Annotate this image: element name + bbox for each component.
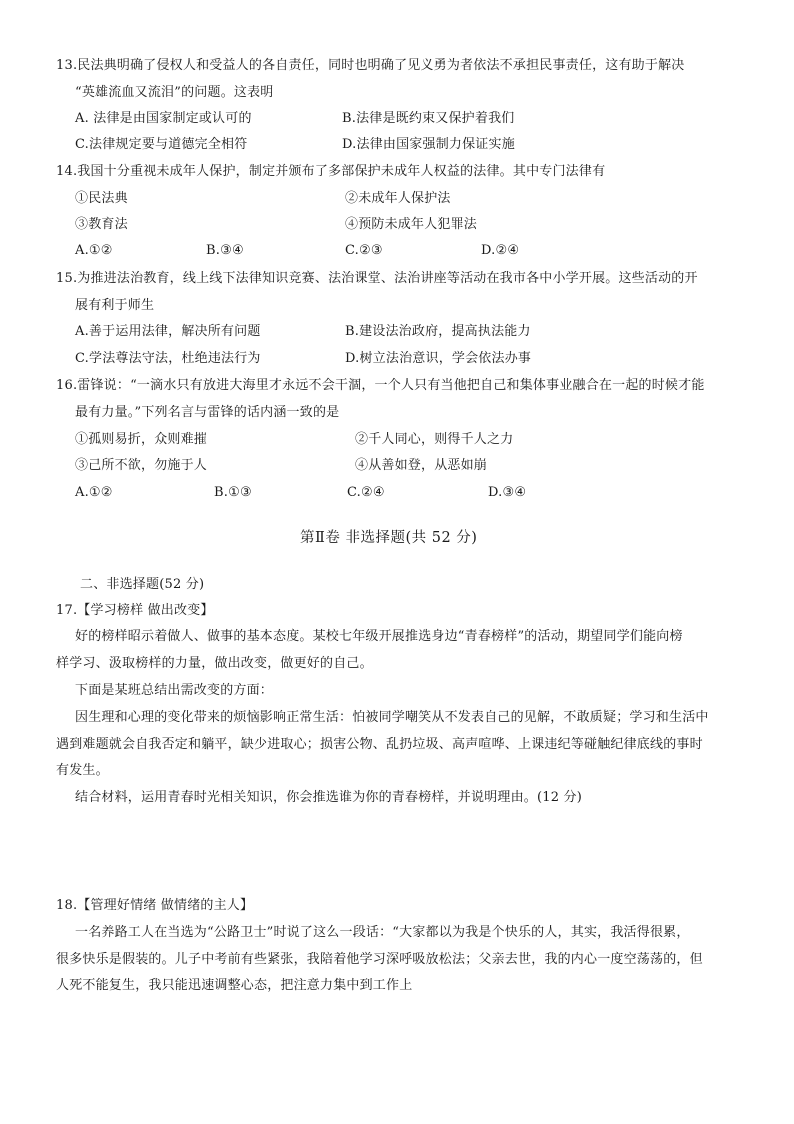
q14-item-4: ④预防未成年人犯罪法 [345, 217, 478, 232]
q18-heading: 18.【管理好情绪 做情绪的主人】 [56, 898, 254, 913]
q13-option-a: A. 法律是由国家制定或认可的 [75, 111, 252, 126]
q14-item-3: ③教育法 [75, 217, 128, 232]
q16-option-b: B.①③ [214, 485, 252, 500]
q13-option-c: C.法律规定要与道德完全相符 [75, 137, 248, 152]
q16-item-2: ②千人同心，则得千人之力 [355, 432, 514, 447]
q14-option-c: C.②③ [345, 243, 383, 258]
q15-stem-line2: 展有利于师生 [75, 298, 155, 313]
q13-option-d: D.法律由国家强制力保证实施 [342, 137, 515, 152]
q18-para-line: 人死不能复生，我只能迅速调整心态，把注意力集中到工作上 [56, 978, 413, 993]
q16-stem-line1: 16.雷锋说：“一滴水只有放进大海里才永远不会干涸，一个人只有当他把自己和集体事业融合在一起的时候才能 [56, 378, 705, 393]
q16-item-3: ③己所不欲，勿施于人 [75, 458, 208, 473]
q18-para-line: 一名养路工人在当选为“公路卫士”时说了这么一段话：“大家都以为我是个快乐的人，其实，我活得很累， [75, 925, 690, 940]
q17-para-line: 有发生。 [56, 763, 109, 778]
q16-option-d: D.③④ [488, 485, 527, 500]
q13-option-b: B.法律是既约束又保护着我们 [342, 111, 515, 126]
section-heading: 二、非选择题(52 分) [80, 577, 205, 592]
q17-heading: 17.【学习榜样 做出改变】 [56, 603, 214, 618]
q17-para-line: 因生理和心理的变化带来的烦恼影响正常生活：怕被同学嘲笑从不发表自己的见解，不敢质疑；学习和生活中 [75, 710, 709, 725]
q14-item-1: ①民法典 [75, 191, 128, 206]
q15-option-c: C.学法尊法守法，杜绝违法行为 [75, 351, 261, 366]
q15-option-d: D.树立法治意识，学会依法办事 [345, 351, 532, 366]
q14-stem: 14.我国十分重视未成年人保护，制定并颁布了多部保护未成年人权益的法律。其中专门法律有 [56, 164, 606, 179]
q14-option-d: D.②④ [481, 243, 520, 258]
q16-option-c: C.②④ [347, 485, 385, 500]
q14-option-a: A.①② [75, 243, 113, 258]
q14-option-b: B.③④ [206, 243, 244, 258]
q17-para-line: 样学习、汲取榜样的力量，做出改变，做更好的自己。 [56, 656, 373, 671]
q18-para-line: 很多快乐是假装的。儿子中考前有些紧张，我陪着他学习深呼吸放松法；父亲去世，我的内心一度空荡荡的，但 [56, 952, 703, 967]
q14-item-2: ②未成年人保护法 [345, 191, 451, 206]
q16-item-4: ④从善如登，从恶如崩 [355, 458, 488, 473]
q17-para-line: 遇到难题就会自我否定和躺平，缺少进取心；损害公物、乱扔垃圾、高声喧哗、上课违纪等碰触纪律底线的事时 [56, 737, 703, 752]
part2-title: 第Ⅱ卷 非选择题(共 52 分) [300, 530, 478, 546]
q15-stem-line1: 15.为推进法治教育，线上线下法律知识竞赛、法治课堂、法治讲座等活动在我市各中小学开展。这些活动的开 [56, 271, 698, 286]
q15-option-b: B.建设法治政府，提高执法能力 [345, 324, 531, 339]
q17-question: 结合材料，运用青春时光相关知识，你会推选谁为你的青春榜样，并说明理由。(12 分) [75, 790, 583, 805]
q16-stem-line2: 最有力量。”下列名言与雷锋的话内涵一致的是 [75, 405, 340, 420]
q13-stem-line1: 13.民法典明确了侵权人和受益人的各自责任，同时也明确了见义勇为者依法不承担民事责任，这有助于解决 [56, 58, 685, 73]
q16-item-1: ①孤则易折，众则难摧 [75, 432, 208, 447]
q13-stem-line2: “英雄流血又流泪”的问题。这表明 [75, 85, 274, 100]
q16-option-a: A.①② [75, 485, 113, 500]
q15-option-a: A.善于运用法律，解决所有问题 [75, 324, 261, 339]
q17-para-line: 下面是某班总结出需改变的方面： [75, 683, 274, 698]
q17-para-line: 好的榜样昭示着做人、做事的基本态度。某校七年级开展推选身边“青春榜样”的活动，期望同学们能向榜 [75, 629, 683, 644]
